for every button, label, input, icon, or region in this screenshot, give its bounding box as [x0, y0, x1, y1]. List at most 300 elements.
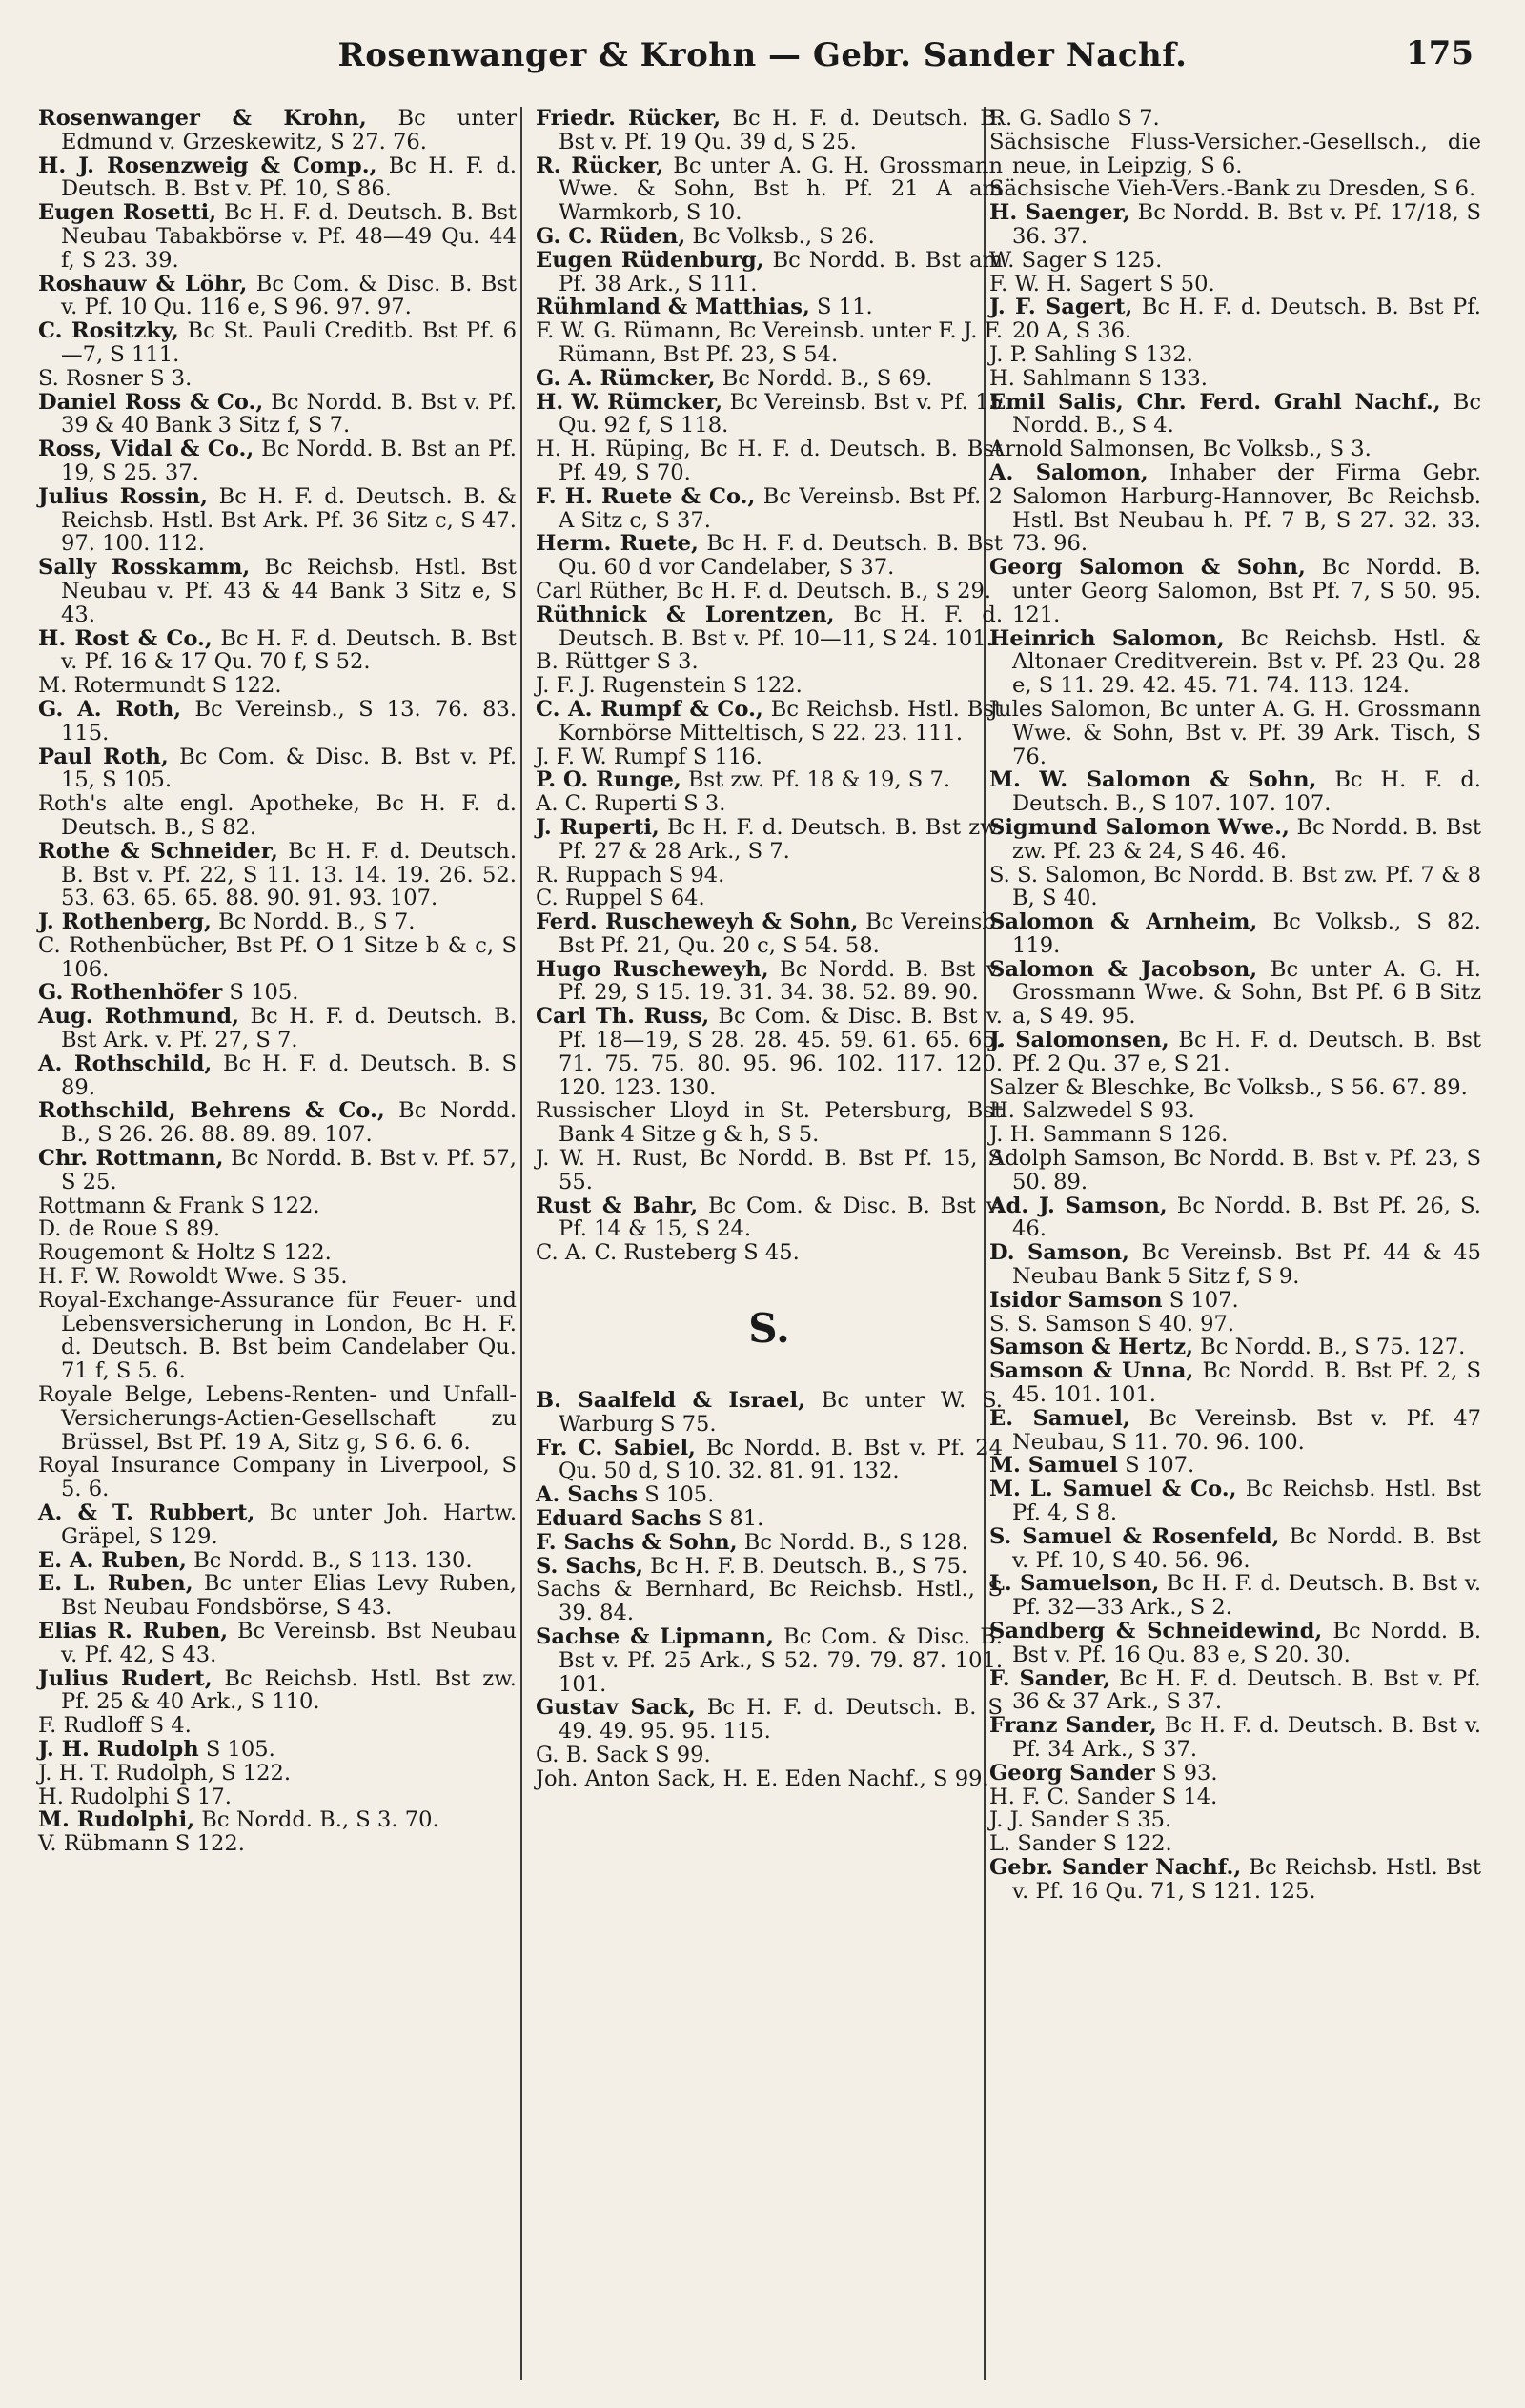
- entry-details: J. F. W. Rumpf S 116.: [536, 744, 762, 769]
- entry-details: C. Ruppel S 64.: [536, 886, 705, 911]
- directory-entry: [536, 674, 1003, 698]
- directory-entry: [989, 1808, 1481, 1832]
- entry-details: S 11.: [809, 295, 873, 320]
- entry-firm-name: Sachse & Lipmann,: [536, 1624, 774, 1650]
- entry-details: Joh. Anton Sack, H. E. Eden Nachf., S 99.: [536, 1765, 989, 1791]
- entry-details: Bc Nordd. B., S 128.: [737, 1529, 968, 1555]
- directory-entry: [38, 391, 517, 439]
- entry-details: Bc Nordd. B. Bst v. Pf. 10, S 40. 56. 96.: [1012, 1523, 1481, 1573]
- directory-entry: [38, 1714, 517, 1738]
- entry-firm-name: Rothschild, Behrens & Co.,: [38, 1098, 385, 1124]
- directory-entry: [38, 934, 517, 982]
- directory-entry: [989, 627, 1481, 698]
- directory-entry: [38, 698, 517, 745]
- entry-details: H. F. W. Rowoldt Wwe. S 35.: [38, 1264, 348, 1290]
- entry-details: Bc H. F. d. Deutsch. B. Bst v. Pf. 22, S 11. 13. 14. 19. 26. 52. 53. 63. 65. 65. 88. 90. 91. 93. 107.: [61, 838, 517, 911]
- entry-firm-name: M. W. Salomon & Sohn,: [989, 767, 1317, 793]
- column-right: [989, 107, 1481, 1904]
- directory-entry: [38, 792, 517, 840]
- entry-firm-name: S. Samuel & Rosenfeld,: [989, 1523, 1280, 1549]
- entry-details: V. Rübmann S 122.: [38, 1831, 245, 1857]
- entry-details: Sächsische Fluss-Versicher.-Gesellsch., die neue, in Leipzig, S 6.: [989, 129, 1481, 178]
- entry-details: R. G. Sadlo S 7.: [989, 106, 1160, 131]
- entry-details: Bc H. F. d. Deutsch. B. Bst v. Pf. 32—33 Ark., S 2.: [1012, 1571, 1481, 1621]
- entry-details: Bc Com. & Disc. B. Bst v. Pf. 10 Qu. 116 e, S 96. 97. 97.: [61, 271, 517, 320]
- entry-details: S 93.: [1154, 1760, 1218, 1786]
- entry-details: S 105.: [198, 1736, 275, 1762]
- directory-entry: [38, 438, 517, 485]
- directory-entry: [536, 1555, 1003, 1579]
- directory-entry: [989, 273, 1481, 296]
- entry-details: Bc St. Pauli Creditb. Bst Pf. 6—7, S 111.: [61, 318, 517, 367]
- directory-entry: [536, 1194, 1003, 1242]
- entry-firm-name: M. L. Samuel & Co.,: [989, 1477, 1237, 1502]
- directory-entry: [536, 1483, 1003, 1507]
- entry-firm-name: L. Samuelson,: [989, 1571, 1160, 1597]
- directory-entry: [38, 1620, 517, 1667]
- directory-entry: [989, 1832, 1481, 1856]
- entry-details: Rottmann & Frank S 122.: [38, 1193, 320, 1218]
- directory-entry: [38, 1667, 517, 1715]
- entry-firm-name: F. Sander,: [989, 1665, 1111, 1691]
- entry-details: H. Rudolphi S 17.: [38, 1784, 232, 1809]
- entry-firm-name: Salomon & Jacobson,: [989, 956, 1258, 982]
- entry-details: Bc Nordd. B., S 26. 26. 88. 89. 89. 107.: [61, 1098, 517, 1148]
- directory-entry: [536, 438, 1003, 485]
- directory-entry: [38, 1265, 517, 1289]
- entry-details: Bc Vereinsb. Bst Pf. 44 & 45 Neubau Bank 5 Sitz f, S 9.: [1012, 1240, 1481, 1290]
- directory-entry: [38, 107, 517, 154]
- entry-details: H. H. Rüping, Bc H. F. d. Deutsch. B. Bst Pf. 49, S 70.: [536, 437, 1003, 485]
- column-left: [38, 107, 517, 1856]
- directory-entry: [38, 981, 517, 1005]
- entry-firm-name: Sandberg & Schneidewind,: [989, 1619, 1323, 1643]
- entry-details: Bc Nordd. B. Bst am Pf. 38 Ark., S 111.: [559, 247, 1003, 296]
- entry-details: Royale Belge, Lebens-Renten- und Unfall-Versicherungs-Actien-Gesellschaft zu Brüssel, Bst Pf. 19 A, Sitz g, S 6. 6. 6.: [38, 1382, 517, 1455]
- directory-entry: [38, 840, 517, 910]
- entry-details: Carl Rüther, Bc H. F. d. Deutsch. B., S 29.: [536, 578, 992, 603]
- entry-details: J. F. J. Rugenstein S 122.: [536, 673, 803, 699]
- entry-details: Bc unter W. S. Warburg S 75.: [559, 1388, 1003, 1437]
- entry-details: Bc Nordd. B., S 75. 127.: [1192, 1335, 1466, 1360]
- directory-entry: [38, 910, 517, 934]
- entry-details: Bc Nordd. B. unter Georg Salomon, Bst Pf. 7, S 50. 95. 121.: [1012, 555, 1481, 627]
- entry-details: S 107.: [1162, 1287, 1239, 1313]
- directory-entry: [536, 910, 1003, 958]
- directory-entry: [989, 1076, 1481, 1100]
- entry-firm-name: S. Sachs,: [536, 1553, 643, 1579]
- directory-entry: [536, 887, 1003, 910]
- entry-details: Bc H. F. d. Deutsch. B. Bst v. Pf. 10—11, S 24. 101.: [559, 602, 1003, 651]
- directory-entry: [989, 1194, 1481, 1242]
- entry-firm-name: A. Sachs: [536, 1482, 639, 1508]
- entry-details: Bc unter Edmund v. Grzeskewitz, S 27. 76.: [61, 106, 517, 154]
- entry-details: F. Rudloff S 4.: [38, 1713, 192, 1739]
- directory-entry: [38, 1217, 517, 1241]
- directory-entry: [38, 1549, 517, 1573]
- entry-firm-name: Gustav Sack,: [536, 1695, 696, 1721]
- entry-details: Bc H. F. d. Deutsch. B. Bst Neubau Tabakbörse v. Pf. 48—49 Qu. 44 f, S 23. 39.: [61, 200, 517, 273]
- entry-details: Bc H. F. d. Deutsch. B. Bst Pf. 20 A, S 36.: [1012, 295, 1481, 344]
- entry-firm-name: Rothe & Schneider,: [38, 838, 278, 864]
- entry-details: Bc Vereinsb. Bst Pf. 21, Qu. 20 c, S 54. 58.: [559, 909, 1003, 958]
- directory-entry: [536, 154, 1003, 225]
- entry-details: Bc Nordd. B., S 69.: [715, 365, 933, 391]
- directory-entry: [989, 1572, 1481, 1620]
- directory-entry: [989, 249, 1481, 273]
- entry-firm-name: E. Samuel,: [989, 1405, 1130, 1431]
- entry-details: Bc Nordd. B. Bst Pf. 2, S 45. 101. 101.: [1012, 1358, 1481, 1408]
- entry-details: F. W. H. Sagert S 50.: [989, 271, 1215, 296]
- directory-entry: [38, 1808, 517, 1832]
- entry-firm-name: A. Rothschild,: [38, 1051, 213, 1076]
- directory-entry: [38, 1099, 517, 1147]
- directory-entry: [536, 107, 1003, 154]
- directory-entry: [989, 367, 1481, 391]
- directory-entry: [989, 296, 1481, 343]
- directory-entry: [989, 1667, 1481, 1715]
- entry-firm-name: J. Salomonsen,: [989, 1028, 1169, 1053]
- directory-entry: [536, 580, 1003, 603]
- entry-firm-name: Ross, Vidal & Co.,: [38, 437, 254, 462]
- directory-entry: [536, 225, 1003, 249]
- directory-entry: [989, 768, 1481, 816]
- directory-entry: [38, 367, 517, 391]
- entry-firm-name: Ferd. Ruscheweyh & Sohn,: [536, 909, 859, 935]
- directory-entry: [989, 1029, 1481, 1076]
- directory-entry: [536, 249, 1003, 296]
- directory-entry: [989, 816, 1481, 864]
- directory-entry: [989, 1289, 1481, 1313]
- entry-firm-name: Herm. Ruete,: [536, 531, 699, 557]
- directory-entry: [989, 1762, 1481, 1786]
- entry-firm-name: Aug. Rothmund,: [38, 1004, 239, 1030]
- entry-details: Bc Nordd. B. Bst v. Pf. 57, S 25.: [61, 1146, 517, 1194]
- entry-details: Bc Nordd. B. Bst v. Pf. 29, S 15. 19. 31. 34. 38. 52. 89. 90.: [559, 956, 1003, 1006]
- entry-details: Bc Nordd. B., S 4.: [1012, 389, 1481, 439]
- entry-details: J. H. T. Rudolph, S 122.: [38, 1760, 292, 1786]
- entry-firm-name: H. Rost & Co.,: [38, 625, 213, 651]
- entry-firm-name: Franz Sander,: [989, 1713, 1157, 1739]
- entry-firm-name: Gebr. Sander Nachf.,: [989, 1854, 1242, 1880]
- entry-details: Bc H. F. d. Deutsch. B. Bst zw. Pf. 27 & 28 Ark., S 7.: [559, 814, 1003, 864]
- entry-details: Bc Nordd. B. Bst v. Pf. 17/18, S 36. 37.: [1012, 200, 1481, 249]
- directory-entry: [989, 461, 1481, 556]
- directory-entry: [38, 1383, 517, 1454]
- entry-firm-name: C. A. Rumpf & Co.,: [536, 696, 763, 722]
- entry-details: Bc H. F. d. Deutsch. B. Bst v. Pf. 34 Ark., S 37.: [1012, 1713, 1481, 1762]
- entry-details: Bc Com. & Disc. B. Bst v. Pf. 18—19, S 28. 28. 45. 59. 61. 65. 65. 71. 75. 75. 80. 95. 96. 102. 117. 120. 120. 123. 130.: [559, 1004, 1003, 1100]
- directory-entry: [38, 1289, 517, 1383]
- entry-firm-name: A. Salomon,: [989, 459, 1149, 485]
- entry-details: G. B. Sack S 99.: [536, 1743, 711, 1767]
- entry-firm-name: H. J. Rosenzweig & Comp.,: [38, 153, 377, 178]
- directory-entry: [536, 698, 1003, 745]
- entry-firm-name: Samson & Unna,: [989, 1358, 1194, 1384]
- directory-entry: [38, 1572, 517, 1620]
- directory-entry: [989, 1525, 1481, 1573]
- directory-entry: [536, 1744, 1003, 1767]
- directory-entry: [989, 1123, 1481, 1147]
- directory-entry: [38, 1147, 517, 1194]
- entry-details: S. S. Salomon, Bc Nordd. B. Bst zw. Pf. 7 & 8 B, S 40.: [989, 862, 1481, 911]
- directory-entry: [989, 958, 1481, 1029]
- directory-entry: [989, 391, 1481, 439]
- directory-entry: [989, 1620, 1481, 1667]
- entry-details: Bc Vereinsb. Bst Neubau v. Pf. 42, S 43.: [61, 1619, 517, 1667]
- directory-entry: [536, 1578, 1003, 1625]
- directory-entry: [536, 1241, 1003, 1265]
- entry-details: Bc H. F. d. Deutsch. B. Bst v. Pf. 36 & 37 Ark., S 37.: [1012, 1665, 1481, 1715]
- directory-entry: [989, 1359, 1481, 1407]
- entry-details: Bc Vereinsb. Bst v. Pf. 47 Neubau, S 11. 70. 96. 100.: [1012, 1405, 1481, 1455]
- entry-details: Bc Nordd. B. Bst v. Pf. 24 Qu. 50 d, S 10. 32. 81. 91. 132.: [559, 1435, 1003, 1484]
- entry-details: Bc H. F. d. Deutsch. B. & Reichsb. Hstl. Bst Ark. Pf. 36 Sitz c, S 47. 97. 100. 112.: [61, 483, 517, 557]
- directory-entry: [989, 131, 1481, 178]
- entry-firm-name: M. Samuel: [989, 1453, 1118, 1479]
- directory-entry: [989, 1714, 1481, 1762]
- directory-entry: [38, 1738, 517, 1762]
- entry-firm-name: Chr. Rottmann,: [38, 1146, 224, 1172]
- entry-details: Bc unter A. G. H. Grossmann Wwe. & Sohn, Bst Pf. 6 B Sitz a, S 49. 95.: [1012, 956, 1481, 1030]
- entry-details: Bst zw. Pf. 18 & 19, S 7.: [681, 767, 950, 793]
- directory-entry: [536, 391, 1003, 439]
- entry-details: S 105.: [222, 980, 299, 1006]
- entry-firm-name: Rosenwanger & Krohn,: [38, 106, 367, 131]
- entry-details: D. de Roue S 89.: [38, 1216, 220, 1242]
- directory-entry: [536, 958, 1003, 1006]
- entry-firm-name: M. Rudolphi,: [38, 1807, 195, 1833]
- directory-entry: [38, 319, 517, 367]
- entry-details: Bc Reichsb. Hstl. Bst zw. Pf. 25 & 40 Ark., S 110.: [61, 1665, 517, 1715]
- entry-firm-name: Georg Salomon & Sohn,: [989, 555, 1306, 581]
- directory-entry: [38, 201, 517, 272]
- directory-entry: [38, 485, 517, 556]
- directory-entry: [536, 1437, 1003, 1484]
- entry-details: Bc Reichsb. Hstl. Bst Kornbörse Mitteltisch, S 22. 23. 111.: [559, 696, 1003, 745]
- directory-entry: [536, 1147, 1003, 1194]
- entry-details: L. Sander S 122.: [989, 1831, 1172, 1857]
- column-middle: [536, 107, 1003, 1791]
- entry-firm-name: G. Rothenhöfer: [38, 980, 223, 1006]
- entry-details: Bc Volksb., S 26.: [685, 223, 875, 249]
- directory-entry: [536, 792, 1003, 816]
- entry-firm-name: A. & T. Rubbert,: [38, 1500, 255, 1526]
- entry-details: Bc H. F. d. Deutsch. B. Bst Pf. 2 Qu. 37 e, S 21.: [1012, 1028, 1481, 1076]
- directory-entry: [38, 745, 517, 793]
- directory-entry: [38, 1832, 517, 1856]
- entry-details: C. Rothenbücher, Bst Pf. O 1 Sitze b & c, S 106.: [38, 932, 517, 982]
- page-number: 175: [1406, 34, 1474, 72]
- entry-details: S 81.: [701, 1506, 764, 1532]
- directory-entry: [989, 864, 1481, 911]
- running-header: [38, 27, 1487, 84]
- entry-firm-name: G. C. Rüden,: [536, 223, 686, 249]
- directory-entry: [989, 1147, 1481, 1194]
- entry-firm-name: Fr. C. Sabiel,: [536, 1435, 696, 1460]
- entry-details: Bc Volksb., S 82. 119.: [1012, 909, 1481, 958]
- entry-details: S. Rosner S 3.: [38, 365, 193, 391]
- entry-firm-name: G. A. Rümcker,: [536, 365, 716, 391]
- directory-entry: [38, 1194, 517, 1218]
- directory-entry: [989, 698, 1481, 768]
- entry-firm-name: Heinrich Salomon,: [989, 625, 1225, 651]
- directory-entry: [38, 1052, 517, 1100]
- entry-firm-name: G. A. Roth,: [38, 696, 182, 722]
- directory-entry: [989, 1454, 1481, 1478]
- directory-entry: [989, 1856, 1481, 1904]
- entry-details: Bc Vereinsb. Bst v. Pf. 15 Qu. 92 f, S 118.: [559, 389, 1003, 439]
- directory-entry: [38, 1454, 517, 1501]
- entry-details: J. P. Sahling S 132.: [989, 341, 1193, 367]
- running-head-title: Rosenwanger & Krohn — Gebr. Sander Nachf.: [337, 36, 1188, 74]
- directory-entry: [536, 367, 1003, 391]
- entry-firm-name: Emil Salis, Chr. Ferd. Grahl Nachf.,: [989, 389, 1441, 415]
- entry-details: Bc Vereinsb., S 13. 76. 83. 115.: [61, 696, 518, 745]
- entry-firm-name: B. Saalfeld & Israel,: [536, 1388, 806, 1414]
- entry-details: H. Sahlmann S 133.: [989, 365, 1208, 391]
- directory-entry: [989, 910, 1481, 958]
- directory-entry: [38, 1786, 517, 1809]
- entry-details: Russischer Lloyd in St. Petersburg, Bst Bank 4 Sitze g & h, S 5.: [536, 1098, 1003, 1148]
- directory-entry: [536, 768, 1003, 792]
- entry-firm-name: Sigmund Salomon Wwe.,: [989, 814, 1290, 840]
- directory-entry: [536, 1005, 1003, 1099]
- entry-details: Rougemont & Holtz S 122.: [38, 1240, 332, 1266]
- directory-entry: [989, 1478, 1481, 1525]
- directory-entry: [989, 1099, 1481, 1123]
- entry-details: H. Salzwedel S 93.: [989, 1098, 1195, 1124]
- entry-details: Bc unter Joh. Hartw. Gräpel, S 129.: [61, 1500, 517, 1549]
- directory-entry: [38, 1241, 517, 1265]
- entry-details: Roth's alte engl. Apotheke, Bc H. F. d. Deutsch. B., S 82.: [38, 791, 517, 840]
- directory-entry: [989, 201, 1481, 249]
- entry-details: C. A. C. Rusteberg S 45.: [536, 1240, 800, 1266]
- entry-firm-name: J. Rothenberg,: [38, 909, 212, 935]
- directory-entry: [38, 1501, 517, 1549]
- entry-firm-name: Julius Rudert,: [38, 1665, 213, 1691]
- directory-entry: [989, 343, 1481, 367]
- entry-details: M. Rotermundt S 122.: [38, 673, 282, 699]
- directory-entry: [38, 627, 517, 675]
- entry-firm-name: Carl Th. Russ,: [536, 1004, 710, 1030]
- entry-details: Royal Insurance Company in Liverpool, S 5. 6.: [38, 1453, 517, 1502]
- directory-entry: [989, 556, 1481, 626]
- directory-entry: [989, 1313, 1481, 1337]
- entry-details: B. Rüttger S 3.: [536, 649, 699, 675]
- entry-details: A. C. Ruperti S 3.: [536, 791, 726, 817]
- entry-details: R. Ruppach S 94.: [536, 862, 725, 888]
- entry-firm-name: R. Rücker,: [536, 153, 664, 178]
- directory-entry: [536, 603, 1003, 651]
- directory-entry: [38, 556, 517, 626]
- directory-entry: [38, 154, 517, 202]
- entry-details: Bc Com. & Disc. B. Bst v. Pf. 25 Ark., S 52. 79. 79. 87. 101. 101.: [559, 1624, 1003, 1697]
- entry-firm-name: H. Saenger,: [989, 200, 1130, 226]
- directory-entry: [536, 1767, 1003, 1791]
- entry-details: J. J. Sander S 35.: [989, 1807, 1172, 1833]
- directory-entry: [38, 1005, 517, 1052]
- entry-firm-name: Georg Sander: [989, 1760, 1155, 1786]
- directory-entry: [536, 1099, 1003, 1147]
- entry-details: Bc Reichsb. Hstl. Bst Neubau v. Pf. 43 & 44 Bank 3 Sitz e, S 43.: [61, 555, 517, 627]
- directory-entry: [38, 1762, 517, 1786]
- entry-details: Bc Com. & Disc. B. Bst v. Pf. 15, S 105.: [61, 744, 517, 793]
- entry-details: Bc unter Elias Levy Ruben, Bst Neubau Fondsbörse, S 43.: [61, 1571, 517, 1621]
- entry-details: Bc Nordd. B. Bst Pf. 26, S. 46.: [1012, 1193, 1481, 1242]
- column-rule: [520, 107, 522, 2380]
- entry-details: F. W. G. Rümann, Bc Vereinsb. unter F. J. F. Rümann, Bst Pf. 23, S 54.: [536, 318, 1003, 367]
- section-letter-heading: S.: [748, 1305, 790, 1353]
- entry-details: Bc H. F. d. Deutsch. B. Bst v. Pf. 10, S 86.: [61, 153, 517, 202]
- entry-firm-name: Julius Rossin,: [38, 483, 208, 509]
- entry-details: Bc H. F. d. Deutsch. B. Bst v. Pf. 19 Qu. 39 d, S 25.: [559, 106, 1003, 154]
- entry-firm-name: J. Ruperti,: [536, 814, 660, 840]
- directory-entry: [536, 1507, 1003, 1531]
- directory-entry: [989, 1407, 1481, 1455]
- entry-details: Bc H. F. d. Deutsch. B. Bst Ark. v. Pf. 27, S 7.: [61, 1004, 517, 1053]
- entry-details: Sachs & Bernhard, Bc Reichsb. Hstl., S 39. 84.: [536, 1577, 1003, 1626]
- entry-firm-name: P. O. Runge,: [536, 767, 681, 793]
- entry-details: Bc Reichsb. Hstl. & Altonaer Creditverein. Bst v. Pf. 23 Qu. 28 e, S 11. 29. 42. 45. 71. 74. 113. 124.: [1012, 625, 1481, 699]
- entry-details: Bc Nordd. B. Bst v. Pf. 16 Qu. 83 e, S 20. 30.: [1012, 1619, 1481, 1667]
- entry-details: Bc Nordd. B. Bst zw. Pf. 23 & 24, S 46. 46.: [1012, 814, 1481, 864]
- directory-entry: [536, 816, 1003, 864]
- directory-entry: [536, 319, 1003, 367]
- entry-firm-name: D. Samson,: [989, 1240, 1129, 1266]
- directory-entry: [989, 438, 1481, 461]
- entry-details: J. H. Sammann S 126.: [989, 1122, 1229, 1148]
- entry-details: Arnold Salmonsen, Bc Volksb., S 3.: [989, 437, 1372, 462]
- entry-details: W. Sager S 125.: [989, 247, 1163, 273]
- entry-firm-name: Roshauw & Löhr,: [38, 271, 248, 296]
- entry-firm-name: E. L. Ruben,: [38, 1571, 193, 1597]
- directory-entry: [536, 485, 1003, 533]
- entry-firm-name: Sally Rosskamm,: [38, 555, 251, 581]
- entry-details: Adolph Samson, Bc Nordd. B. Bst v. Pf. 23, S 50. 89.: [989, 1146, 1481, 1194]
- directory-entry: [38, 273, 517, 320]
- directory-entry: [536, 296, 1003, 319]
- entry-details: Inhaber der Firma Gebr. Salomon Harburg-Hannover, Bc Reichsb. Hstl. Bst Neubau h. Pf. 7 B, S 27. 32. 33. 73. 96.: [1012, 459, 1481, 557]
- entry-details: Bc Com. & Disc. B. Bst v. Pf. 14 & 15, S 24.: [559, 1193, 1003, 1242]
- entry-firm-name: Eduard Sachs: [536, 1506, 702, 1532]
- entry-firm-name: Rüthnick & Lorentzen,: [536, 602, 835, 627]
- entry-details: Bc Nordd. B. Bst v. Pf. 39 & 40 Bank 3 Sitz f, S 7.: [61, 389, 517, 439]
- entry-details: S. S. Samson S 40. 97.: [989, 1311, 1235, 1337]
- entry-details: Jules Salomon, Bc unter A. G. H. Grossmann Wwe. & Sohn, Bst v. Pf. 39 Ark. Tisch, S 76.: [989, 696, 1481, 769]
- entry-firm-name: Eugen Rüdenburg,: [536, 247, 764, 273]
- entry-firm-name: Samson & Hertz,: [989, 1335, 1193, 1360]
- entry-details: Salzer & Bleschke, Bc Volksb., S 56. 67. 89.: [989, 1074, 1468, 1100]
- entry-firm-name: C. Rositzky,: [38, 318, 179, 344]
- directory-entry: [536, 745, 1003, 769]
- entry-firm-name: Rühmland & Matthias,: [536, 295, 810, 320]
- directory-entry: [989, 177, 1481, 201]
- entry-firm-name: Hugo Ruscheweyh,: [536, 956, 769, 982]
- entry-details: Bc Nordd. B., S 3. 70.: [194, 1807, 439, 1833]
- entry-firm-name: Salomon & Arnheim,: [989, 909, 1258, 935]
- entry-firm-name: Paul Roth,: [38, 744, 169, 769]
- directory-entry: [989, 1241, 1481, 1289]
- entry-firm-name: Elias R. Ruben,: [38, 1619, 229, 1643]
- entry-details: Bc unter A. G. H. Grossmann Wwe. & Sohn, Bst h. Pf. 21 A am Warmkorb, S 10.: [559, 153, 1003, 226]
- entry-details: Bc Nordd. B. Bst an Pf. 19, S 25. 37.: [61, 437, 517, 485]
- entry-firm-name: J. H. Rudolph: [38, 1736, 199, 1762]
- directory-entry: [989, 107, 1481, 131]
- directory-entry: [536, 864, 1003, 888]
- entry-firm-name: F. H. Ruete & Co.,: [536, 483, 756, 509]
- entry-details: S 105.: [638, 1482, 715, 1508]
